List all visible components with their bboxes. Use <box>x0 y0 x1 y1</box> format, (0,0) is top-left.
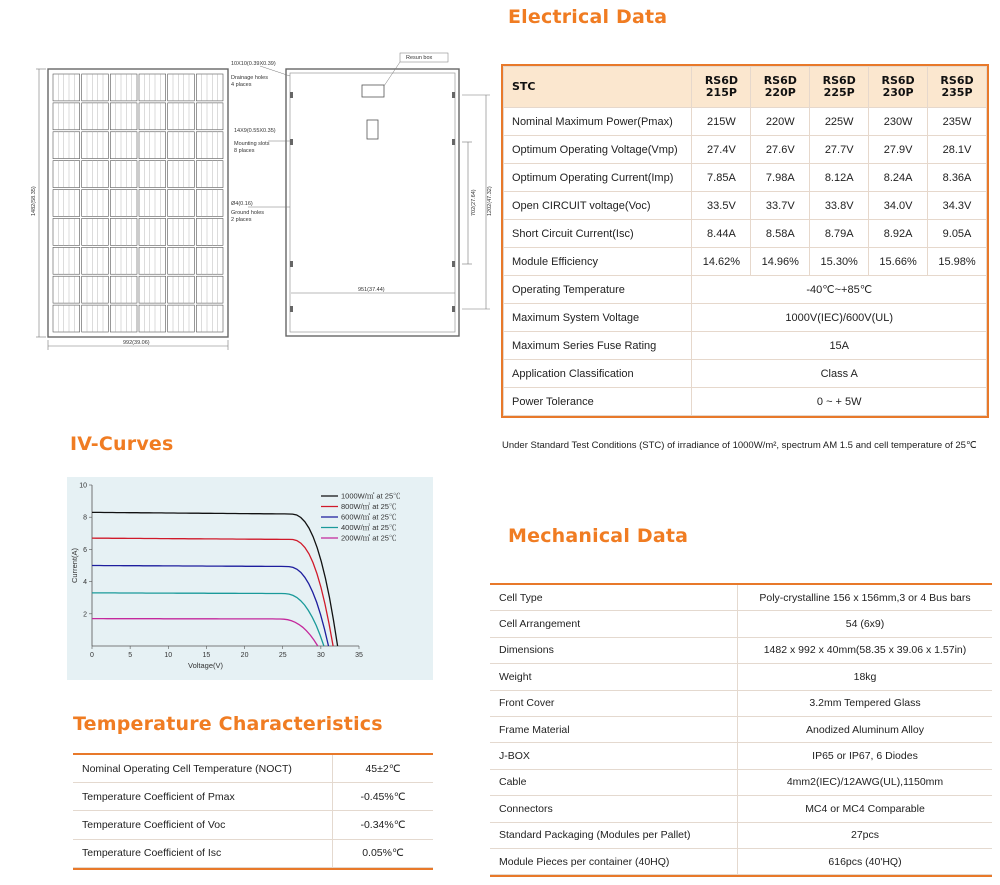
table-row <box>490 769 992 795</box>
solar-cell <box>53 190 80 217</box>
row-value: 235W <box>928 108 987 136</box>
solar-cell <box>53 218 80 245</box>
row-value: 15.98% <box>928 248 987 276</box>
solar-cell <box>139 74 166 101</box>
legend-entry: 1000W/㎡ at 25℃ <box>341 491 401 501</box>
ground-desc-label: Ground holes <box>231 210 265 216</box>
row-value: Class A <box>692 360 987 388</box>
module-dimension-drawing <box>28 48 498 358</box>
model-number: 225P <box>823 86 855 99</box>
mounting-count-label: 8 places <box>234 148 255 154</box>
row-value: 15.30% <box>810 248 869 276</box>
mount-outer-label: 1202(47.32) <box>487 186 493 216</box>
solar-cell <box>168 218 195 245</box>
row-label: Application Classification <box>504 360 692 388</box>
row-label: J-BOX <box>490 743 738 769</box>
model-header <box>810 67 869 108</box>
row-label: Nominal Operating Cell Temperature (NOCT) <box>73 755 333 783</box>
inner-width-label: 951(37.44) <box>358 287 385 293</box>
solar-cell <box>196 305 223 332</box>
solar-cell <box>168 74 195 101</box>
table-header-row <box>504 67 987 108</box>
solar-cell <box>196 74 223 101</box>
row-label: Temperature Coefficient of Pmax <box>73 783 333 811</box>
y-tick-label: 4 <box>83 579 87 587</box>
solar-cell <box>168 132 195 159</box>
row-value: 34.0V <box>869 192 928 220</box>
solar-cell <box>82 74 109 101</box>
solar-cell <box>139 218 166 245</box>
row-value: 8.79A <box>810 220 869 248</box>
row-value: Anodized Aluminum Alloy <box>738 716 993 742</box>
solar-cell <box>139 161 166 188</box>
model-series: RS6D <box>881 74 915 87</box>
row-value: 15A <box>692 332 987 360</box>
row-value: -0.34%℃ <box>333 811 434 839</box>
table-row <box>490 822 992 848</box>
row-value: 33.5V <box>692 192 751 220</box>
row-value: 220W <box>751 108 810 136</box>
row-value: 33.7V <box>751 192 810 220</box>
height-dimension-label: 1482(58.35) <box>31 186 37 216</box>
row-value: 27.7V <box>810 136 869 164</box>
row-label: Module Efficiency <box>504 248 692 276</box>
x-tick-label: 35 <box>355 652 363 659</box>
table-row <box>504 164 987 192</box>
model-header <box>692 67 751 108</box>
row-value: 34.3V <box>928 192 987 220</box>
solar-cell <box>82 132 109 159</box>
model-header <box>928 67 987 108</box>
solar-cell <box>110 247 137 274</box>
solar-cell <box>53 276 80 303</box>
solar-cell <box>110 103 137 130</box>
table-row <box>490 716 992 742</box>
x-axis-label: Voltage(V) <box>187 661 224 670</box>
solar-cell <box>53 305 80 332</box>
iv-curve-series <box>92 566 329 647</box>
row-value: 1000V(IEC)/600V(UL) <box>692 304 987 332</box>
table-row <box>490 796 992 822</box>
solar-cell <box>168 190 195 217</box>
row-value: 1482 x 992 x 40mm(58.35 x 39.06 x 1.57in) <box>738 637 993 663</box>
solar-cell <box>53 132 80 159</box>
solar-cell <box>82 161 109 188</box>
row-label: Maximum System Voltage <box>504 304 692 332</box>
stc-note: Under Standard Test Conditions (STC) of irradiance of 1000W/m², spectrum AM 1.5 and cell temperature of 25℃ <box>502 440 977 451</box>
solar-cell <box>168 305 195 332</box>
solar-cell <box>110 218 137 245</box>
solar-cell <box>139 305 166 332</box>
table-row <box>490 664 992 690</box>
table-row <box>490 585 992 611</box>
ground-count-label: 2 places <box>231 217 252 223</box>
row-value: IP65 or IP67, 6 Diodes <box>738 743 993 769</box>
solar-cell <box>196 247 223 274</box>
model-series: RS6D <box>763 74 797 87</box>
row-label: Cell Arrangement <box>490 611 738 637</box>
solar-cell <box>53 74 80 101</box>
x-tick-label: 5 <box>128 652 133 659</box>
row-value: 45±2℃ <box>333 755 434 783</box>
model-series: RS6D <box>822 74 856 87</box>
solar-cell <box>139 132 166 159</box>
table-row <box>504 192 987 220</box>
model-number: 230P <box>882 86 914 99</box>
x-tick-label: 30 <box>316 652 325 659</box>
row-value: 27pcs <box>738 822 993 848</box>
solar-cell <box>139 103 166 130</box>
solar-cell <box>110 276 137 303</box>
legend-entry: 800W/㎡ at 25℃ <box>341 502 397 511</box>
legend-entry: 600W/㎡ at 25℃ <box>341 512 397 522</box>
y-tick-label: 10 <box>79 482 87 490</box>
row-label: Temperature Coefficient of Voc <box>73 811 333 839</box>
row-label: Dimensions <box>490 637 738 663</box>
row-label: Module Pieces per container (40HQ) <box>490 848 738 874</box>
row-value: 0.05%℃ <box>333 839 434 867</box>
x-tick-label: 20 <box>240 652 249 659</box>
row-value: 14.96% <box>751 248 810 276</box>
row-label: Connectors <box>490 796 738 822</box>
row-value: 616pcs (40'HQ) <box>738 848 993 874</box>
iv-curve-series <box>92 619 318 646</box>
resun-box-label: Resun box <box>406 55 433 61</box>
solar-cell <box>196 276 223 303</box>
electrical-data-heading: Electrical Data <box>508 6 668 28</box>
solar-cell <box>82 190 109 217</box>
row-value: 14.62% <box>692 248 751 276</box>
solar-cell <box>196 161 223 188</box>
model-header <box>869 67 928 108</box>
row-value: Poly-crystalline 156 x 156mm,3 or 4 Bus bars <box>738 585 993 611</box>
solar-cell <box>110 161 137 188</box>
table-row <box>73 783 433 811</box>
iv-curves-chart <box>67 477 433 680</box>
solar-cell <box>139 247 166 274</box>
solar-cell <box>82 276 109 303</box>
row-label: Power Tolerance <box>504 388 692 416</box>
row-value: 8.36A <box>928 164 987 192</box>
table-row <box>504 332 987 360</box>
row-value: MC4 or MC4 Comparable <box>738 796 993 822</box>
drainage-desc-label: Drainage holes <box>231 75 268 81</box>
drainage-count-label: 4 places <box>231 82 252 88</box>
solar-cell <box>82 218 109 245</box>
row-value: 28.1V <box>928 136 987 164</box>
row-label: Cell Type <box>490 585 738 611</box>
row-value: 9.05A <box>928 220 987 248</box>
table-row <box>504 220 987 248</box>
solar-cell <box>196 132 223 159</box>
row-label: Nominal Maximum Power(Pmax) <box>504 108 692 136</box>
model-number: 215P <box>705 86 737 99</box>
solar-cell <box>168 247 195 274</box>
model-series: RS6D <box>940 74 974 87</box>
solar-cell <box>53 103 80 130</box>
iv-curves-heading: IV-Curves <box>70 433 174 455</box>
table-row <box>504 388 987 416</box>
legend-entry: 200W/㎡ at 25℃ <box>341 533 397 543</box>
x-tick-label: 0 <box>90 652 94 659</box>
row-value: 27.6V <box>751 136 810 164</box>
row-label: Short Circuit Current(Isc) <box>504 220 692 248</box>
mounting-desc-label: Mounting slots <box>234 141 270 147</box>
row-value: 33.8V <box>810 192 869 220</box>
solar-cell <box>168 103 195 130</box>
solar-cell <box>196 103 223 130</box>
table-row <box>504 304 987 332</box>
row-value: 8.24A <box>869 164 928 192</box>
solar-cell <box>110 305 137 332</box>
solar-cell <box>139 276 166 303</box>
row-value: 3.2mm Tempered Glass <box>738 690 993 716</box>
row-value: 18kg <box>738 664 993 690</box>
solar-cell <box>196 190 223 217</box>
solar-cell <box>196 218 223 245</box>
row-value: 27.4V <box>692 136 751 164</box>
solar-cell <box>82 247 109 274</box>
solar-cell <box>53 247 80 274</box>
y-tick-label: 8 <box>83 514 87 522</box>
table-row <box>490 848 992 874</box>
y-tick-label: 2 <box>83 611 87 619</box>
table-row <box>490 611 992 637</box>
table-row <box>73 755 433 783</box>
row-value: 15.66% <box>869 248 928 276</box>
row-label: Standard Packaging (Modules per Pallet) <box>490 822 738 848</box>
model-number: 235P <box>941 86 973 99</box>
row-label: Optimum Operating Voltage(Vmp) <box>504 136 692 164</box>
row-value: 54 (6x9) <box>738 611 993 637</box>
mechanical-data-table <box>490 583 992 877</box>
temperature-heading: Temperature Characteristics <box>73 713 383 735</box>
row-value: 7.98A <box>751 164 810 192</box>
row-value: 8.44A <box>692 220 751 248</box>
model-number: 220P <box>764 86 796 99</box>
row-label: Optimum Operating Current(Imp) <box>504 164 692 192</box>
row-label: Frame Material <box>490 716 738 742</box>
row-value: -40℃~+85℃ <box>692 276 987 304</box>
solar-cell <box>82 103 109 130</box>
model-series: RS6D <box>704 74 738 87</box>
row-value: 8.12A <box>810 164 869 192</box>
x-tick-label: 10 <box>164 652 173 659</box>
solar-cell <box>82 305 109 332</box>
row-label: Open CIRCUIT voltage(Voc) <box>504 192 692 220</box>
junction-box <box>362 85 384 97</box>
solar-cell <box>53 161 80 188</box>
row-value: 8.58A <box>751 220 810 248</box>
electrical-data-table <box>501 64 989 418</box>
table-row <box>504 248 987 276</box>
solar-cell <box>110 132 137 159</box>
row-value: 8.92A <box>869 220 928 248</box>
ground-size-label: Ø4(0.16) <box>231 201 253 207</box>
row-label: Maximum Series Fuse Rating <box>504 332 692 360</box>
x-tick-label: 25 <box>278 652 287 659</box>
solar-cell <box>110 74 137 101</box>
stc-header: STC <box>504 67 692 108</box>
row-value: 7.85A <box>692 164 751 192</box>
table-row <box>490 637 992 663</box>
label-plate <box>367 120 378 139</box>
row-value: 4mm2(IEC)/12AWG(UL),1150mm <box>738 769 993 795</box>
iv-curve-series <box>92 538 333 646</box>
row-label: Temperature Coefficient of Isc <box>73 839 333 867</box>
table-row <box>490 743 992 769</box>
table-row <box>490 690 992 716</box>
table-row <box>73 839 433 867</box>
drainage-size-label: 10X10(0.39X0.39) <box>231 61 276 67</box>
mount-spacing-label: 702(27.64) <box>471 189 477 216</box>
table-row <box>73 811 433 839</box>
row-label: Cable <box>490 769 738 795</box>
mounting-size-label: 14X9(0.55X0.35) <box>234 128 276 134</box>
y-tick-label: 6 <box>83 546 87 554</box>
row-value: 27.9V <box>869 136 928 164</box>
row-label: Front Cover <box>490 690 738 716</box>
row-value: 225W <box>810 108 869 136</box>
row-value: 230W <box>869 108 928 136</box>
solar-cell <box>110 190 137 217</box>
row-value: 0 ~ + 5W <box>692 388 987 416</box>
row-value: -0.45%℃ <box>333 783 434 811</box>
row-label: Weight <box>490 664 738 690</box>
row-label: Operating Temperature <box>504 276 692 304</box>
solar-cell <box>168 161 195 188</box>
solar-cell <box>168 276 195 303</box>
model-header <box>751 67 810 108</box>
panel-back-frame <box>286 69 459 336</box>
table-row <box>504 136 987 164</box>
x-tick-label: 15 <box>202 652 211 659</box>
table-row <box>504 360 987 388</box>
row-value: 215W <box>692 108 751 136</box>
temperature-table <box>73 753 433 870</box>
table-row <box>504 108 987 136</box>
legend-entry: 400W/㎡ at 25℃ <box>341 523 397 532</box>
table-row <box>504 276 987 304</box>
solar-cell <box>139 190 166 217</box>
y-axis-label: Current(A) <box>70 547 79 584</box>
width-dimension-label: 992(39.06) <box>123 340 150 346</box>
mechanical-data-heading: Mechanical Data <box>508 525 689 547</box>
